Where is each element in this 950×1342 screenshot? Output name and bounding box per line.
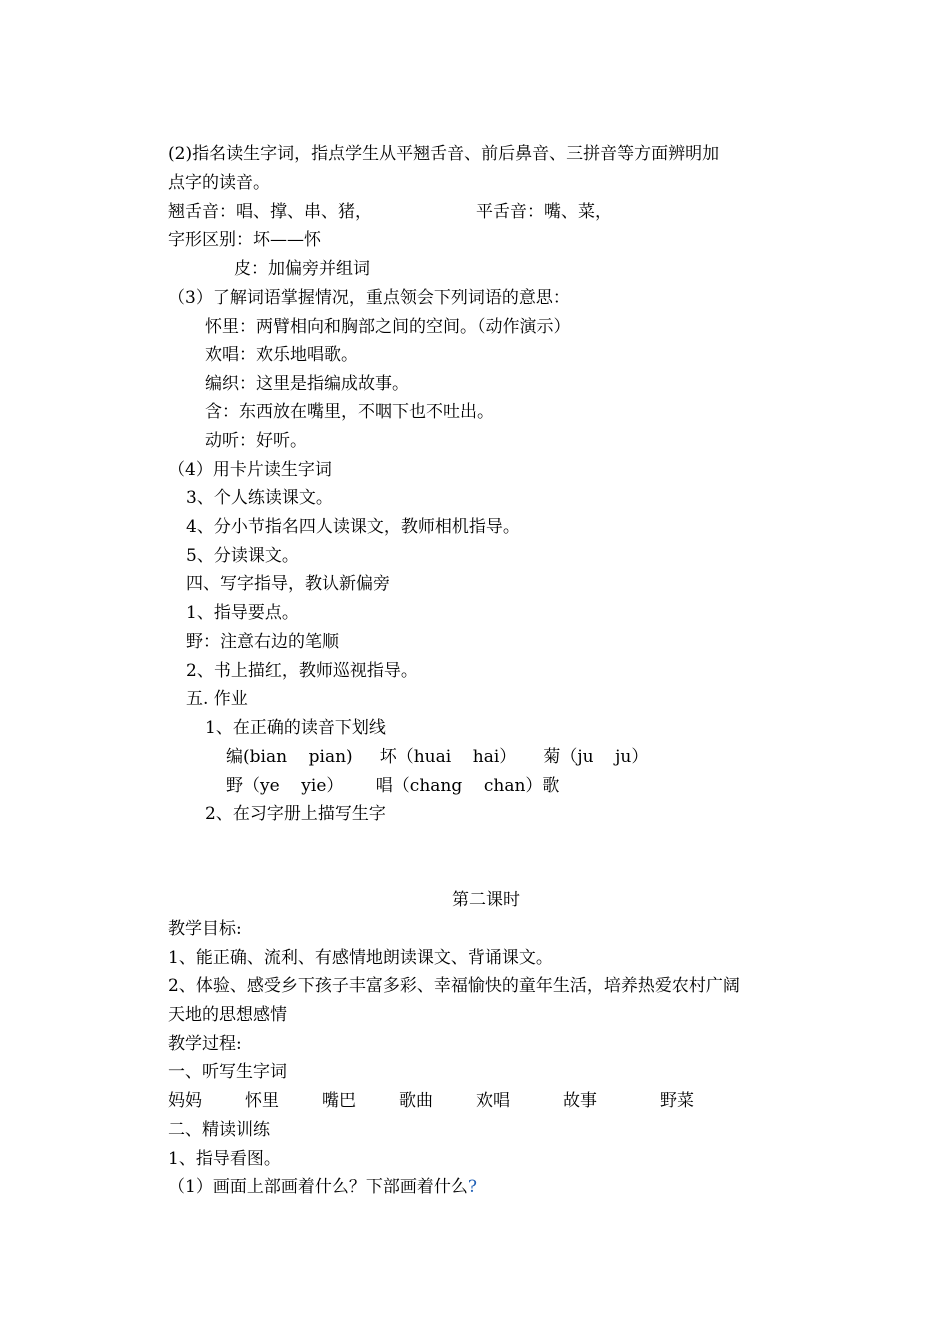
text-line: 欢唱：欢乐地唱歌。 [205,345,358,365]
text-line: 五. 作业 [186,689,248,709]
text-line: 5、分读课文。 [186,546,299,566]
dictation-word: 野菜 [660,1091,694,1111]
dictation-word: 欢唱 [476,1091,510,1111]
text-line: 点字的读音。 [168,173,270,193]
question-text: （1）画面上部画着什么？下部画着什么 [168,1177,468,1197]
text-line: （3）了解词语掌握情况，重点领会下列词语的意思： [168,288,570,308]
text-line: 编织：这里是指编成故事。 [205,374,409,394]
text-line: 1、指导要点。 [186,603,299,623]
question-line [168,1179,477,1196]
text-line: 一、听写生字词 [168,1062,287,1082]
text-line: 含：东西放在嘴里，不咽下也不吐出。 [205,402,494,422]
text-line: 皮：加偏旁并组词 [234,259,370,279]
dictation-word: 妈妈 [168,1091,202,1111]
text-line: 1、能正确、流利、有感情地朗读课文、背诵课文。 [168,948,553,968]
text-line: 3、个人练读课文。 [186,488,333,508]
text-line: 1、指导看图。 [168,1149,281,1169]
text-line: 教学过程: [168,1034,242,1054]
dictation-word: 嘴巴 [322,1091,356,1111]
text-line: 翘舌音：唱、撑、串、猪， [168,202,372,222]
text-line: 二、精读训练 [168,1120,270,1140]
question-mark: ? [467,1177,477,1197]
text-line: 编(bian pian) 坏（huai hai） 菊（ju ju） [226,747,649,767]
section-title: 第二课时 [452,890,520,910]
text-line: 教学目标: [168,919,242,939]
text-line: 2、体验、感受乡下孩子丰富多彩、幸福愉快的童年生活，培养热爱农村广阔 [168,976,740,996]
text-line: 野：注意右边的笔顺 [186,632,339,652]
text-line: 野（ye yie） 唱（chang chan）歌 [226,776,560,796]
text-line: 怀里：两臂相向和胸部之间的空间。（动作演示） [205,317,571,337]
text-line: 平舌音：嘴、菜， [476,202,612,222]
dictation-word: 故事 [563,1091,597,1111]
text-line: （4）用卡片读生字词 [168,460,332,480]
text-line: 2、在习字册上描写生字 [205,804,386,824]
text-line: (2)指名读生字词，指点学生从平翘舌音、前后鼻音、三拼音等方面辨明加 [168,144,720,164]
text-line: 四、写字指导，教认新偏旁 [186,574,390,594]
text-line: 动听：好听。 [205,431,307,451]
dictation-word: 怀里 [245,1091,279,1111]
text-line: 天地的思想感情 [168,1005,287,1025]
text-line: 4、分小节指名四人读课文，教师相机指导。 [186,517,520,537]
text-line: 2、书上描红，教师巡视指导。 [186,661,418,681]
dictation-word: 歌曲 [399,1091,433,1111]
text-line: 字形区别：坏——怀 [168,230,321,250]
text-line: 1、在正确的读音下划线 [205,718,386,738]
